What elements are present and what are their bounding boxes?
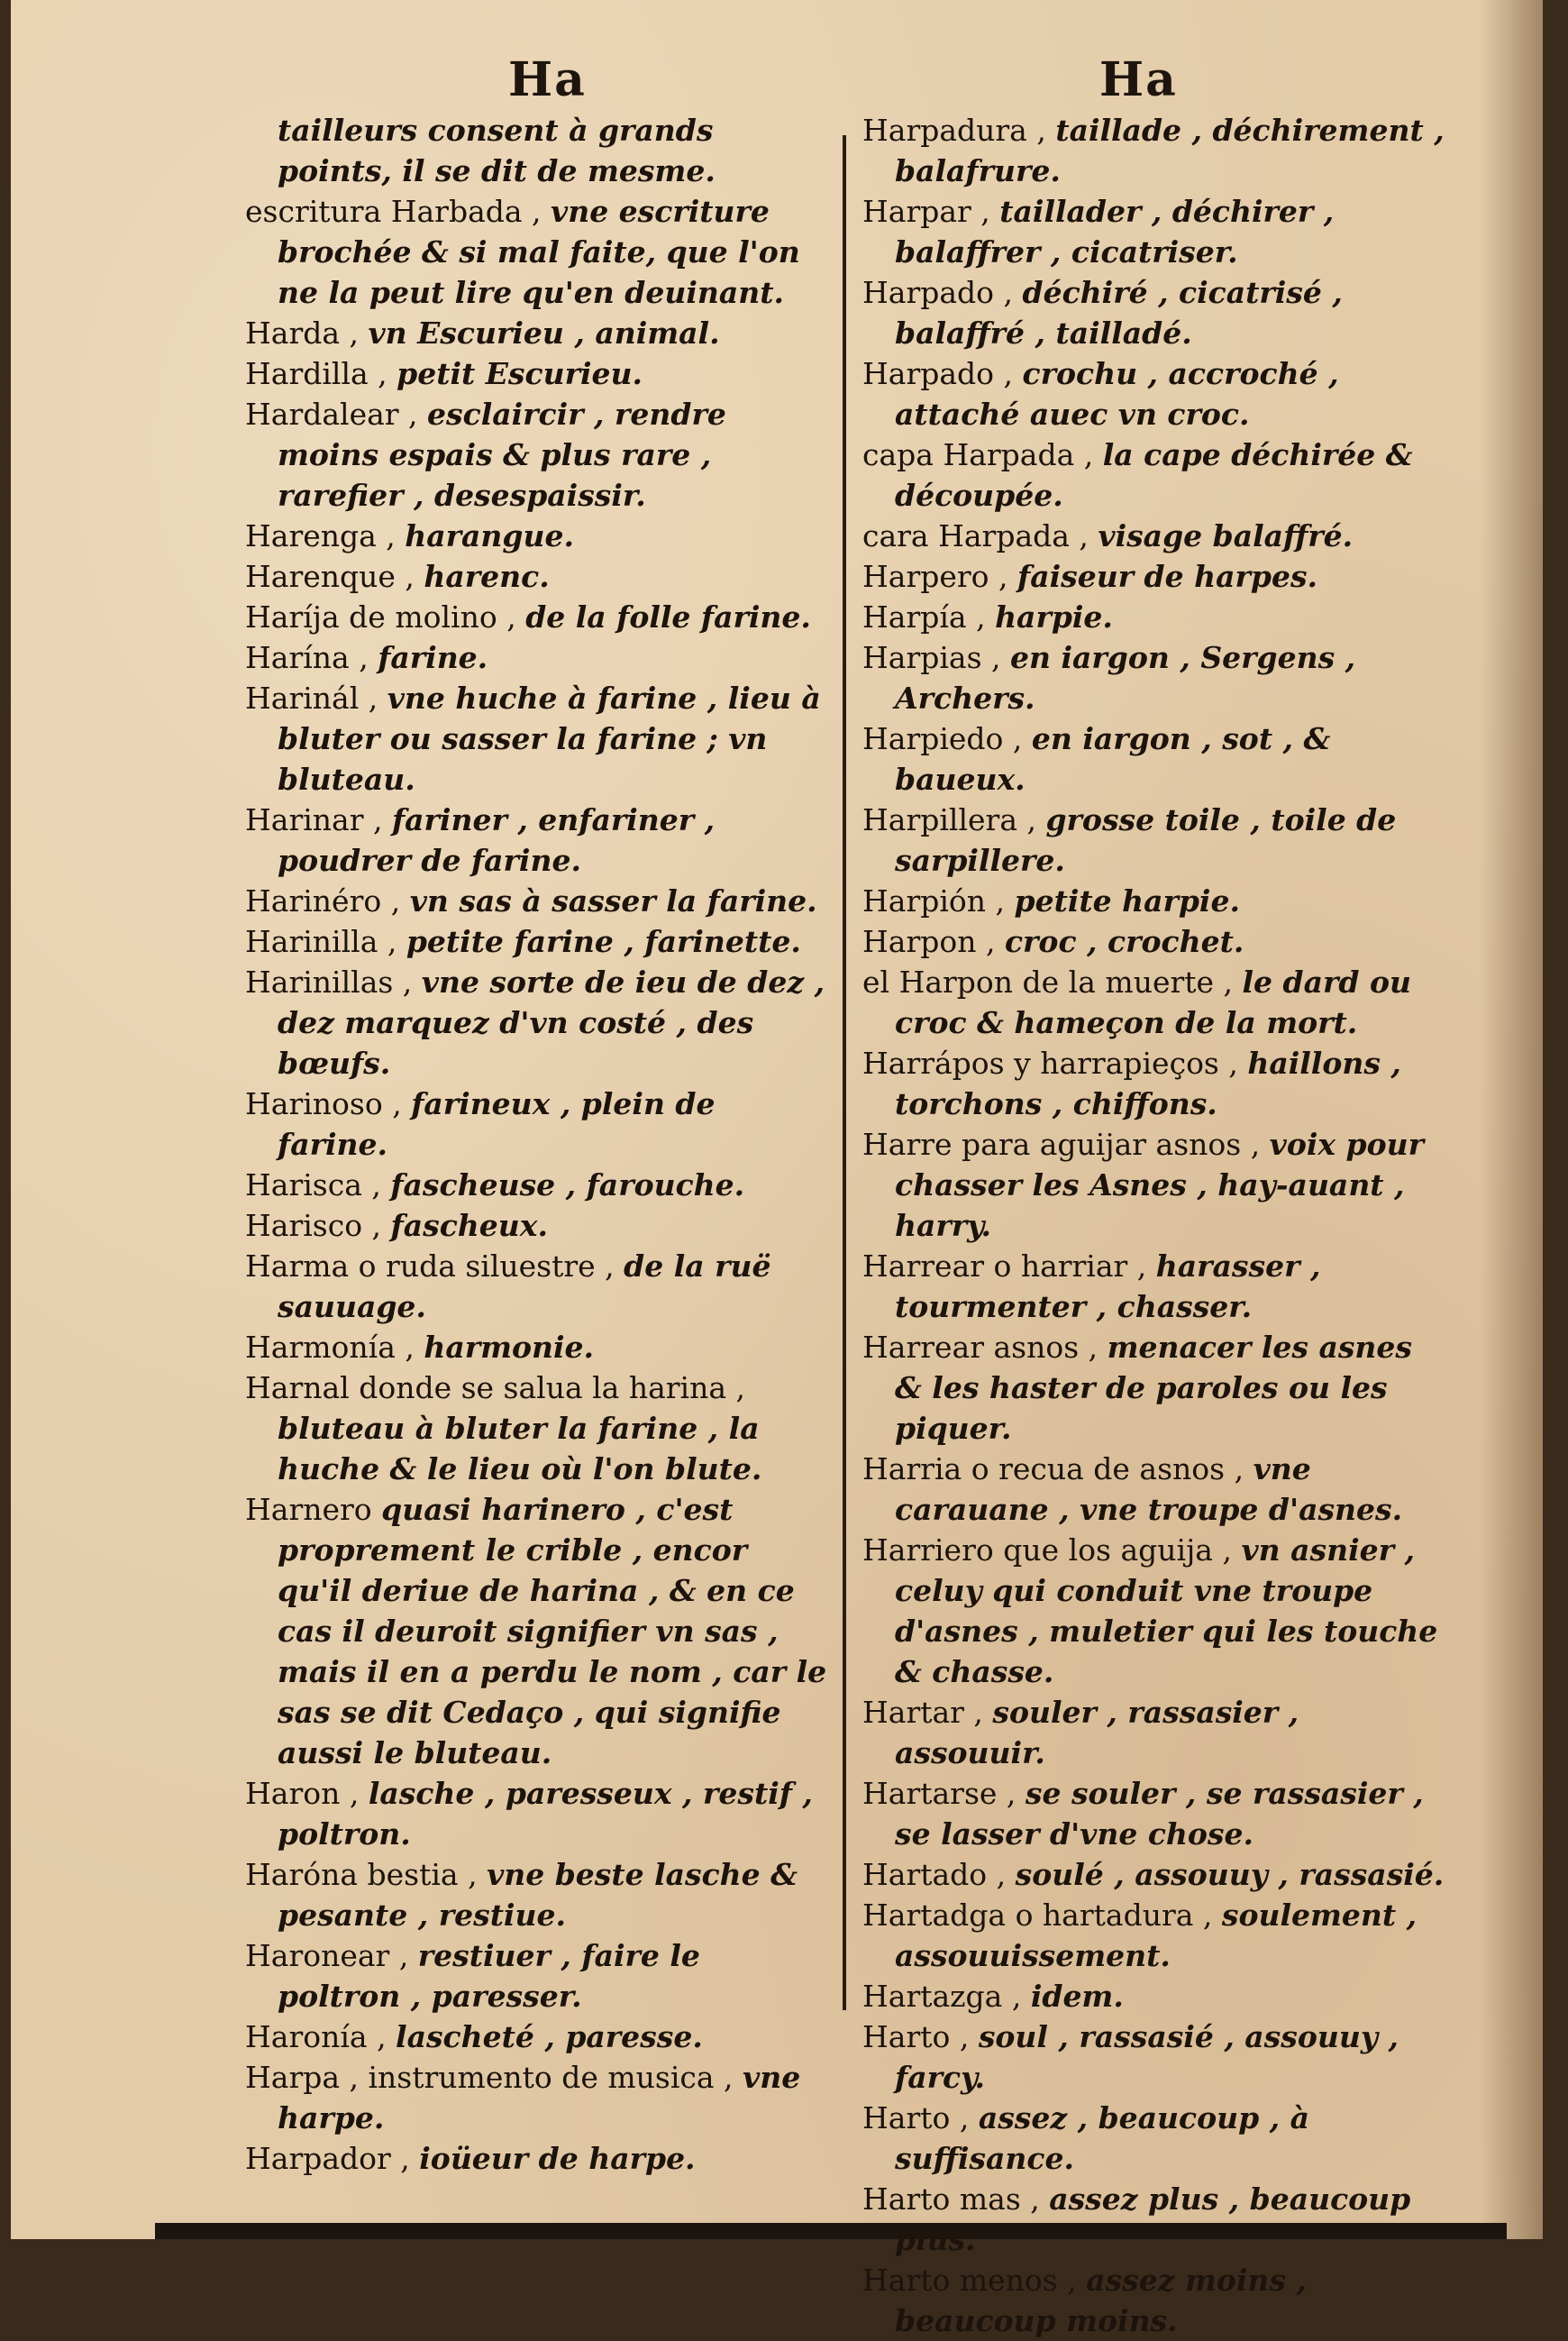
dictionary-entry: Harpión , petite harpie. (862, 883, 1240, 919)
dictionary-entry: Hartarse , se souler , se rassasier , se lasser d'vne chose. (862, 1776, 1424, 1852)
dictionary-entry: Hartado , soulé , assouuy , rassasié. (862, 1857, 1445, 1892)
dictionary-entry: Harmonía , harmonie. (245, 1330, 595, 1365)
dictionary-entry: Harpiedo , en iargon , sot , & baueux. (862, 721, 1331, 797)
dictionary-entry: capa Harpada , la cape déchirée & découpée. (862, 437, 1413, 513)
running-head-left: Ha (508, 52, 587, 107)
dictionary-entry: Harrear o harriar , harasser , tourmenter , chasser. (862, 1248, 1321, 1324)
dictionary-entry: Haron , lasche , paresseux , restif , poltron. (245, 1776, 813, 1852)
dictionary-entry: Haríja de molino , de la folle farine. (245, 599, 811, 635)
dictionary-entry: Harenque , harenc. (245, 559, 550, 594)
dictionary-entry: Harriero que los aguija , vn asnier , celuy qui conduit vne troupe d'asnes , muletier qui les touche & chasse. (862, 1532, 1438, 1689)
dictionary-entry: Harria o recua de asnos , vne carauane , vne troupe d'asnes. (862, 1451, 1403, 1527)
dictionary-entry: tailleurs consent à grands points, il se dit de mesme. (278, 113, 716, 188)
right-column (862, 110, 1448, 2341)
book-page (11, 0, 1543, 2338)
dictionary-entry: Hardilla , petit Escurieu. (245, 356, 643, 391)
dictionary-entry: cara Harpada , visage balaffré. (862, 518, 1354, 553)
dictionary-entry: Harpado , crochu , accroché , attaché auec vn croc. (862, 356, 1339, 432)
dictionary-entry: Hartazga , idem. (862, 1979, 1124, 2014)
dictionary-entry: Harisco , fascheux. (245, 1208, 548, 1243)
dictionary-entry: Harre para aguijar asnos , voix pour chasser les Asnes , hay-auant , harry. (862, 1127, 1425, 1243)
dictionary-entry: Harnal donde se salua la harina , bluteau à bluter la farine , la huche & le lieu où l'on blute. (245, 1370, 762, 1486)
dictionary-entry: Haronear , restiuer , faire le poltron , paresser. (245, 1938, 700, 2014)
dictionary-entry: Harrápos y harrapieços , haillons , torchons , chiffons. (862, 1046, 1401, 1121)
dictionary-entry: Harpador , ioüeur de harpe. (245, 2141, 696, 2176)
dictionary-entry: Harinéro , vn sas à sasser la farine. (245, 883, 817, 919)
column-divider (843, 135, 846, 2010)
dictionary-entry: Harisca , fascheuse , farouche. (245, 1167, 745, 1203)
dictionary-entry: Harpía , harpie. (862, 599, 1113, 635)
running-head-right: Ha (1099, 52, 1178, 107)
dictionary-entry: Harto , soul , rassasié , assouuy , farcy. (862, 2019, 1399, 2095)
left-column (245, 110, 831, 2179)
dictionary-entry: Harpa , instrumento de musica , vne harpe. (245, 2060, 801, 2135)
dictionary-entry: Harpar , taillader , déchirer , balaffrer , cicatriser. (862, 194, 1335, 270)
dictionary-entry: el Harpon de la muerte , le dard ou croc & hameçon de la mort. (862, 965, 1411, 1040)
dictionary-entry: Harto menos , assez moins , beaucoup moins. (862, 2263, 1307, 2338)
dictionary-entry: Harenga , harangue. (245, 518, 574, 553)
page-edge-shadow (1480, 0, 1543, 2239)
dictionary-entry: Harto , assez , beaucoup , à suffisance. (862, 2100, 1310, 2176)
dictionary-entry: Harinillas , vne sorte de ieu de dez , dez marquez d'vn costé , des bœufs. (245, 965, 825, 1081)
dictionary-entry: Harpon , croc , crochet. (862, 924, 1244, 959)
dictionary-entry: Haróna bestia , vne beste lasche & pesante , restiue. (245, 1857, 798, 1933)
dictionary-entry: Harto mas , assez plus , beaucoup plus. (862, 2181, 1411, 2257)
dictionary-entry: Harinar , fariner , enfariner , poudrer de farine. (245, 802, 716, 878)
dictionary-entry: Harinál , vne huche à farine , lieu à bluter ou sasser la farine ; vn bluteau. (245, 681, 821, 797)
dictionary-entry: Harinilla , petite farine , farinette. (245, 924, 801, 959)
dictionary-entry: Harnero quasi harinero , c'est proprement le crible , encor qu'il deriue de harina , & en ce cas il deuroit signifier vn sas , mais il en a perdu le nom , car le sas se dit Cedaço , qui signifie aussi le bluteau. (245, 1492, 827, 1770)
dictionary-entry: Harpadura , taillade , déchirement , balafrure. (862, 113, 1445, 188)
dictionary-entry: Harpillera , grosse toile , toile de sarpillere. (862, 802, 1397, 878)
dictionary-entry: Hartar , souler , rassasier , assouuir. (862, 1695, 1299, 1770)
dictionary-entry: Harína , farine. (245, 640, 488, 675)
dictionary-entry: Harma o ruda siluestre , de la ruë sauuage. (245, 1248, 771, 1324)
dictionary-entry: escritura Harbada , vne escriture brochée & si mal faite, que l'on ne la peut lire qu'en deuinant. (245, 194, 800, 310)
dictionary-entry: Harpado , déchiré , cicatrisé , balaffré , tailladé. (862, 275, 1343, 351)
dictionary-entry: Harpias , en iargon , Sergens , Archers. (862, 640, 1356, 716)
dictionary-entry: Hartadga o hartadura , soulement , assouuissement. (862, 1897, 1418, 1973)
dictionary-entry: Haronía , lascheté , paresse. (245, 2019, 703, 2054)
dictionary-entry: Harinoso , farineux , plein de farine. (245, 1086, 716, 1162)
dictionary-entry: Hardalear , esclaircir , rendre moins espais & plus rare , rarefier , desespaissir. (245, 397, 726, 513)
dictionary-entry: Harda , vn Escurieu , animal. (245, 315, 720, 351)
dictionary-entry: Harpero , faiseur de harpes. (862, 559, 1318, 594)
dictionary-entry: Harrear asnos , menacer les asnes & les haster de paroles ou les piquer. (862, 1330, 1412, 1446)
